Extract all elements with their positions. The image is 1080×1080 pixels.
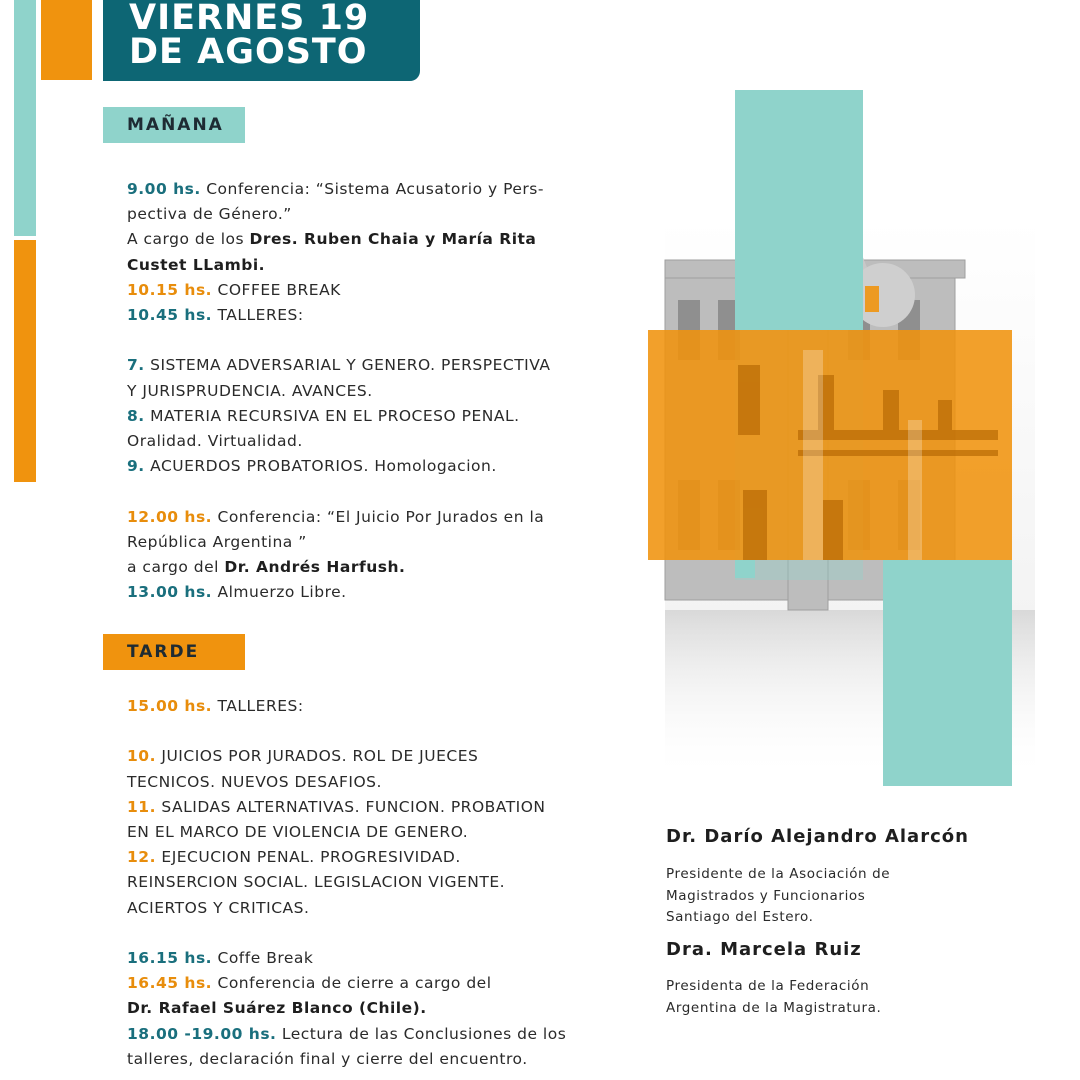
schedule-line: [127, 429, 597, 454]
morning-section-label: MAÑANA: [103, 107, 245, 143]
schedule-line: [127, 177, 597, 202]
schedule-line: [127, 505, 597, 530]
speaker-role-line: Santiago del Estero.: [666, 909, 814, 925]
schedule-time: 16.45 hs.: [127, 974, 213, 993]
schedule-time: 12.00 hs.: [127, 507, 213, 526]
speaker-role: [666, 976, 881, 1019]
schedule-time: 11.: [127, 797, 156, 816]
date-header: [103, 0, 420, 81]
schedule-line: [127, 303, 597, 328]
schedule-line: [127, 744, 597, 769]
schedule-text: EJECUCION PENAL. PROGRESIVIDAD.: [155, 848, 461, 867]
schedule-text: REINSERCION SOCIAL. LEGISLACION VIGENTE.: [127, 873, 506, 892]
schedule-line: [127, 353, 597, 378]
schedule-text: EN EL MARCO DE VIOLENCIA DE GENERO.: [127, 823, 469, 841]
decorative-block-orange: [41, 0, 92, 80]
schedule-line: [127, 896, 597, 921]
schedule-gap: [127, 921, 597, 946]
schedule-line: [127, 971, 597, 996]
speaker-role-line: Magistrados y Funcionarios: [666, 887, 866, 904]
schedule-time: 12.: [127, 848, 156, 867]
schedule-line: [127, 795, 597, 820]
schedule-line: [127, 996, 597, 1021]
schedule-text: pectiva de Género.”: [127, 205, 292, 224]
schedule-time: 13.00 hs.: [127, 583, 213, 602]
schedule-speaker: Dr. Rafael Suárez Blanco (Chile).: [127, 999, 427, 1018]
schedule-text: SALIDAS ALTERNATIVAS. FUNCION. PROBATION: [155, 797, 546, 816]
schedule-line: [127, 404, 597, 429]
schedule-time: 16.15 hs.: [127, 949, 213, 967]
schedule-text: Conferencia: “Sistema Acusatorio y Pers-: [200, 180, 544, 198]
schedule-line: [127, 1022, 597, 1047]
decorative-bar-orange: [14, 240, 36, 482]
speaker-name: Dr. Darío Alejandro Alarcón: [666, 826, 969, 847]
schedule-line: [127, 253, 597, 278]
schedule-line: [127, 227, 597, 252]
schedule-line: [127, 555, 597, 580]
schedule-text: República Argentina ”: [127, 532, 307, 551]
schedule-text: COFFEE BREAK: [212, 280, 341, 299]
schedule-line: [127, 580, 597, 605]
schedule-line: [127, 278, 597, 303]
date-title-line1: VIERNES 19: [129, 0, 370, 38]
speaker-name: Dra. Marcela Ruiz: [666, 939, 862, 960]
schedule-text: JUICIOS POR JURADOS. ROL DE JUECES: [155, 747, 479, 766]
speaker-role: [666, 864, 890, 929]
schedule-line: [127, 1047, 597, 1072]
schedule-text: Lectura de las Conclusiones de los: [276, 1024, 567, 1043]
schedule-time: 8.: [127, 406, 145, 425]
schedule-time: 10.15 hs.: [127, 280, 213, 299]
schedule-text: SISTEMA ADVERSARIAL Y GENERO. PERSPECTIVA: [144, 356, 551, 375]
schedule-line: [127, 454, 597, 479]
schedule-text: Oralidad. Virtualidad.: [127, 432, 303, 451]
schedule-text: ACUERDOS PROBATORIOS. Homologacion.: [144, 457, 497, 476]
building-photo: [648, 90, 1048, 790]
afternoon-section-label: TARDE: [103, 634, 245, 670]
schedule-text: TALLERES:: [212, 306, 304, 325]
schedule-text: A cargo de los: [127, 230, 250, 249]
decorative-bar-teal: [14, 0, 36, 236]
schedule-time: 18.00 -19.00 hs.: [127, 1024, 277, 1043]
schedule-line: [127, 379, 597, 404]
speaker-role-line: Presidenta de la Federación: [666, 978, 870, 994]
afternoon-schedule: [127, 694, 597, 1072]
morning-schedule: [127, 177, 597, 605]
schedule-time: 15.00 hs.: [127, 697, 213, 715]
schedule-text: TECNICOS. NUEVOS DESAFIOS.: [127, 772, 382, 791]
schedule-text: Conferencia: “El Juicio Por Jurados en la: [212, 507, 545, 526]
schedule-text: Coffe Break: [212, 949, 314, 967]
date-title-line2: DE AGOSTO: [129, 32, 368, 72]
schedule-gap: [127, 719, 597, 744]
schedule-text: MATERIA RECURSIVA EN EL PROCESO PENAL.: [144, 406, 520, 425]
schedule-text: a cargo del: [127, 558, 225, 577]
schedule-text: Almuerzo Libre.: [212, 583, 347, 602]
schedule-time: 7.: [127, 356, 145, 375]
schedule-gap: [127, 328, 597, 353]
schedule-text: talleres, declaración final y cierre del encuentro.: [127, 1049, 528, 1068]
schedule-line: [127, 845, 597, 870]
schedule-line: [127, 202, 597, 227]
schedule-time: 10.45 hs.: [127, 306, 213, 325]
schedule-speaker: Dr. Andrés Harfush.: [224, 558, 406, 577]
schedule-text: Conferencia de cierre a cargo del: [212, 974, 492, 993]
schedule-line: [127, 870, 597, 895]
schedule-time: 9.00 hs.: [127, 180, 201, 198]
schedule-line: [127, 694, 597, 719]
schedule-text: ACIERTOS Y CRITICAS.: [127, 898, 310, 917]
schedule-speaker: Custet LLambi.: [127, 255, 266, 274]
schedule-speaker: Dres. Ruben Chaia y María Rita: [249, 230, 537, 249]
speaker-role-line: Presidente de la Asociación de: [666, 866, 891, 882]
schedule-gap: [127, 479, 597, 504]
schedule-text: TALLERES:: [212, 697, 304, 715]
schedule-line: [127, 946, 597, 971]
schedule-text: Y JURISPRUDENCIA. AVANCES.: [127, 381, 373, 400]
speaker-role-line: Argentina de la Magistratura.: [666, 999, 882, 1016]
schedule-time: 9.: [127, 457, 145, 476]
schedule-line: [127, 530, 597, 555]
building-illustration: [648, 90, 1048, 790]
schedule-line: [127, 820, 597, 845]
schedule-line: [127, 770, 597, 795]
schedule-time: 10.: [127, 747, 156, 766]
